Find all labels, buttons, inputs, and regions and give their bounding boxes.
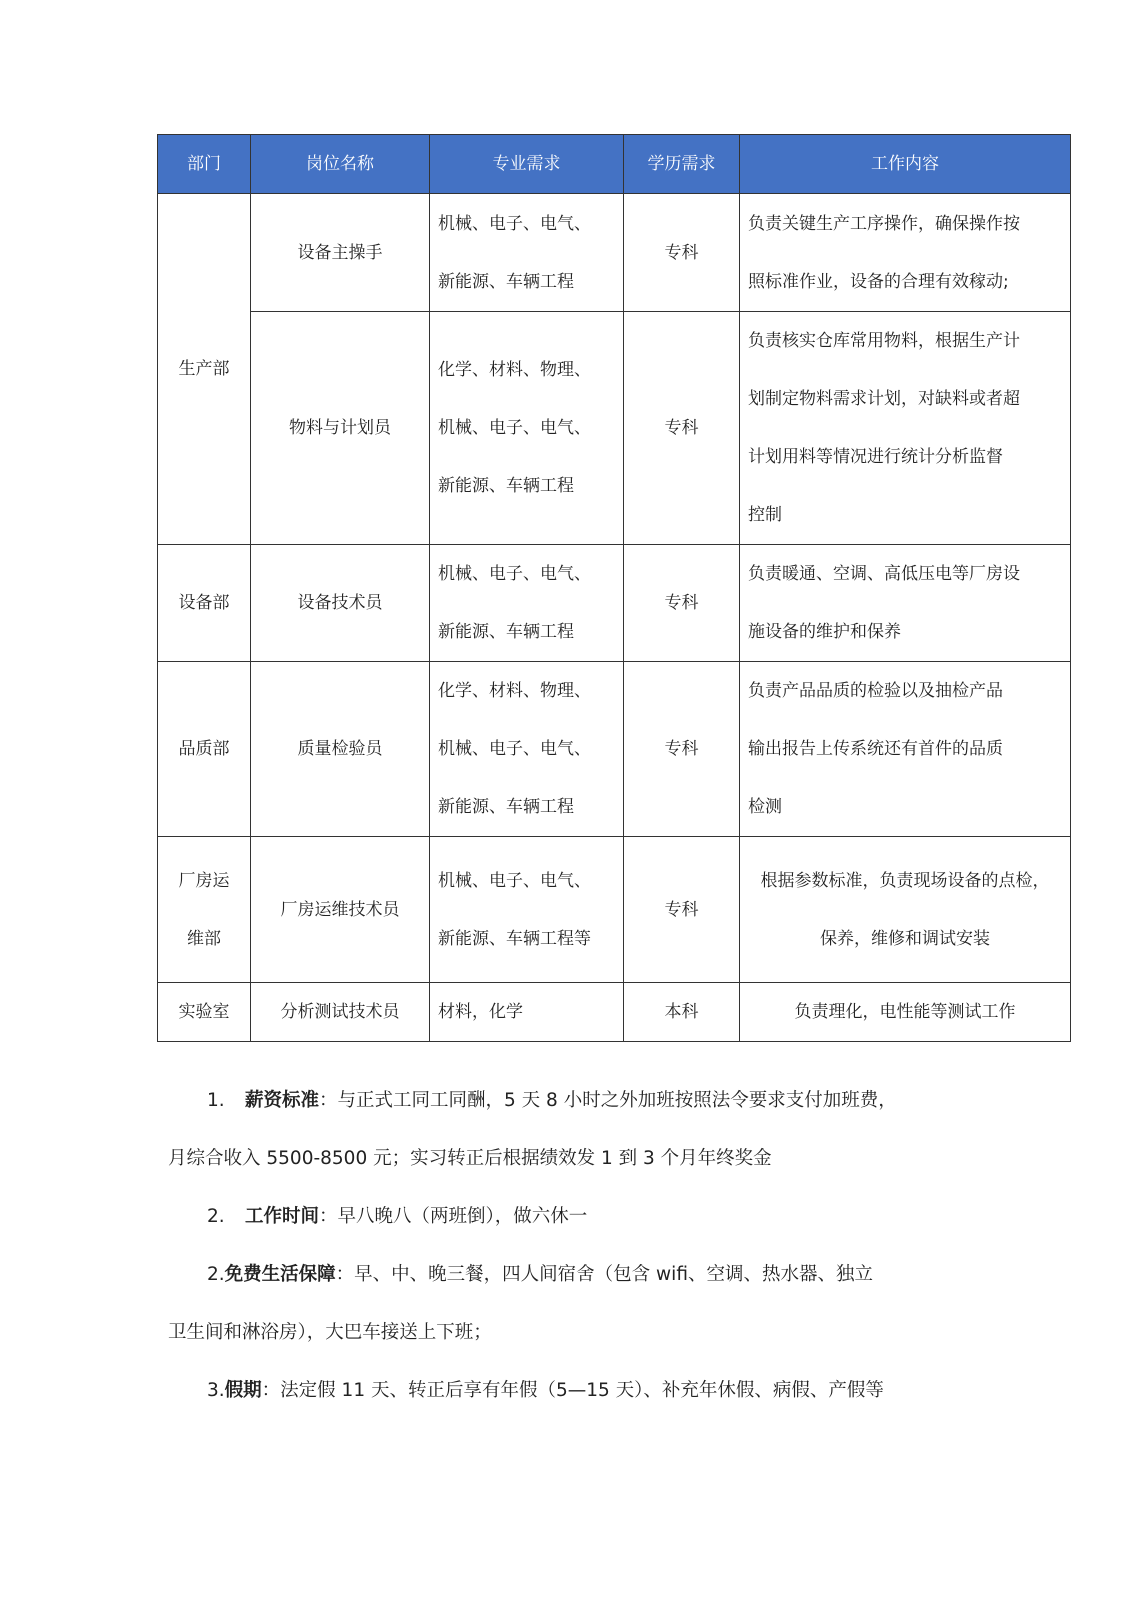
header-work: 工作内容 [740,135,1071,194]
major-cell: 机械、电子、电气、 新能源、车辆工程 [430,545,624,662]
position-cell: 质量检验员 [251,662,430,837]
dept-cell: 生产部 [158,194,251,545]
table-row [158,983,1071,1042]
salary-paragraph [168,1072,968,1130]
position-cell: 物料与计划员 [251,312,430,545]
salary-paragraph-cont: 月综合收入 5500-8500 元；实习转正后根据绩效发 1 到 3 个月年终奖金 [168,1148,772,1169]
work-cell: 负责关键生产工序操作，确保操作按 照标准作业，设备的合理有效稼动; [740,194,1071,312]
position-cell: 厂房运维技术员 [251,837,430,983]
major-cell: 材料，化学 [430,983,624,1042]
table-row [158,837,1071,983]
major-cell: 化学、材料、物理、 机械、电子、电气、 新能源、车辆工程 [430,662,624,837]
work-cell: 根据参数标准，负责现场设备的点检， 保养，维修和调试安装 [740,837,1071,983]
work-time-text: ：早八晚八（两班倒），做六休一 [319,1206,588,1227]
living-label: 免费生活保障 [224,1264,336,1285]
job-table [157,134,1071,1042]
header-education: 学历需求 [624,135,740,194]
edu-cell: 专科 [624,545,740,662]
salary-text: ：与正式工同工同酬，5 天 8 小时之外加班按照法令要求支付加班费， [319,1090,897,1111]
major-cell: 化学、材料、物理、 机械、电子、电气、 新能源、车辆工程 [430,312,624,545]
dept-cell: 实验室 [158,983,251,1042]
dept-cell: 品质部 [158,662,251,837]
work-time-label: 工作时间 [245,1206,320,1227]
work-time-paragraph [168,1188,968,1246]
list-number: 1. [207,1090,225,1111]
edu-cell: 专科 [624,662,740,837]
holiday-label: 假期 [224,1380,262,1401]
table-header-row [158,135,1071,194]
list-number: 2. [207,1206,225,1227]
dept-cell: 设备部 [158,545,251,662]
work-cell: 负责核实仓库常用物料，根据生产计 划制定物料需求计划，对缺料或者超 计划用料等情况进行统计分析监督 控制 [740,312,1071,545]
work-cell: 负责理化，电性能等测试工作 [740,983,1071,1042]
major-cell: 机械、电子、电气、 新能源、车辆工程等 [430,837,624,983]
living-paragraph [168,1246,968,1304]
position-cell: 设备技术员 [251,545,430,662]
living-text: ：早、中、晚三餐，四人间宿舍（包含 wifi、空调、热水器、独立 [335,1264,873,1285]
table-row [158,545,1071,662]
edu-cell: 专科 [624,837,740,983]
header-position: 岗位名称 [251,135,430,194]
salary-label: 薪资标准 [245,1090,320,1111]
position-cell: 设备主操手 [251,194,430,312]
benefits-section [168,1072,968,1420]
dept-cell: 厂房运 维部 [158,837,251,983]
work-cell: 负责产品品质的检验以及抽检产品 输出报告上传系统还有首件的品质 检测 [740,662,1071,837]
edu-cell: 专科 [624,312,740,545]
holiday-paragraph [168,1362,968,1420]
list-number: 2. [207,1264,225,1285]
table-row [158,662,1071,837]
holiday-text: ：法定假 11 天、转正后享有年假（5—15 天）、补充年休假、病假、产假等 [261,1380,884,1401]
table-row [158,312,1071,545]
edu-cell: 专科 [624,194,740,312]
list-number: 3. [207,1380,225,1401]
position-cell: 分析测试技术员 [251,983,430,1042]
table-row [158,194,1071,312]
living-paragraph-cont: 卫生间和淋浴房），大巴车接送上下班； [168,1322,492,1343]
major-cell: 机械、电子、电气、 新能源、车辆工程 [430,194,624,312]
header-dept: 部门 [158,135,251,194]
work-cell: 负责暖通、空调、高低压电等厂房设 施设备的维护和保养 [740,545,1071,662]
header-major: 专业需求 [430,135,624,194]
edu-cell: 本科 [624,983,740,1042]
